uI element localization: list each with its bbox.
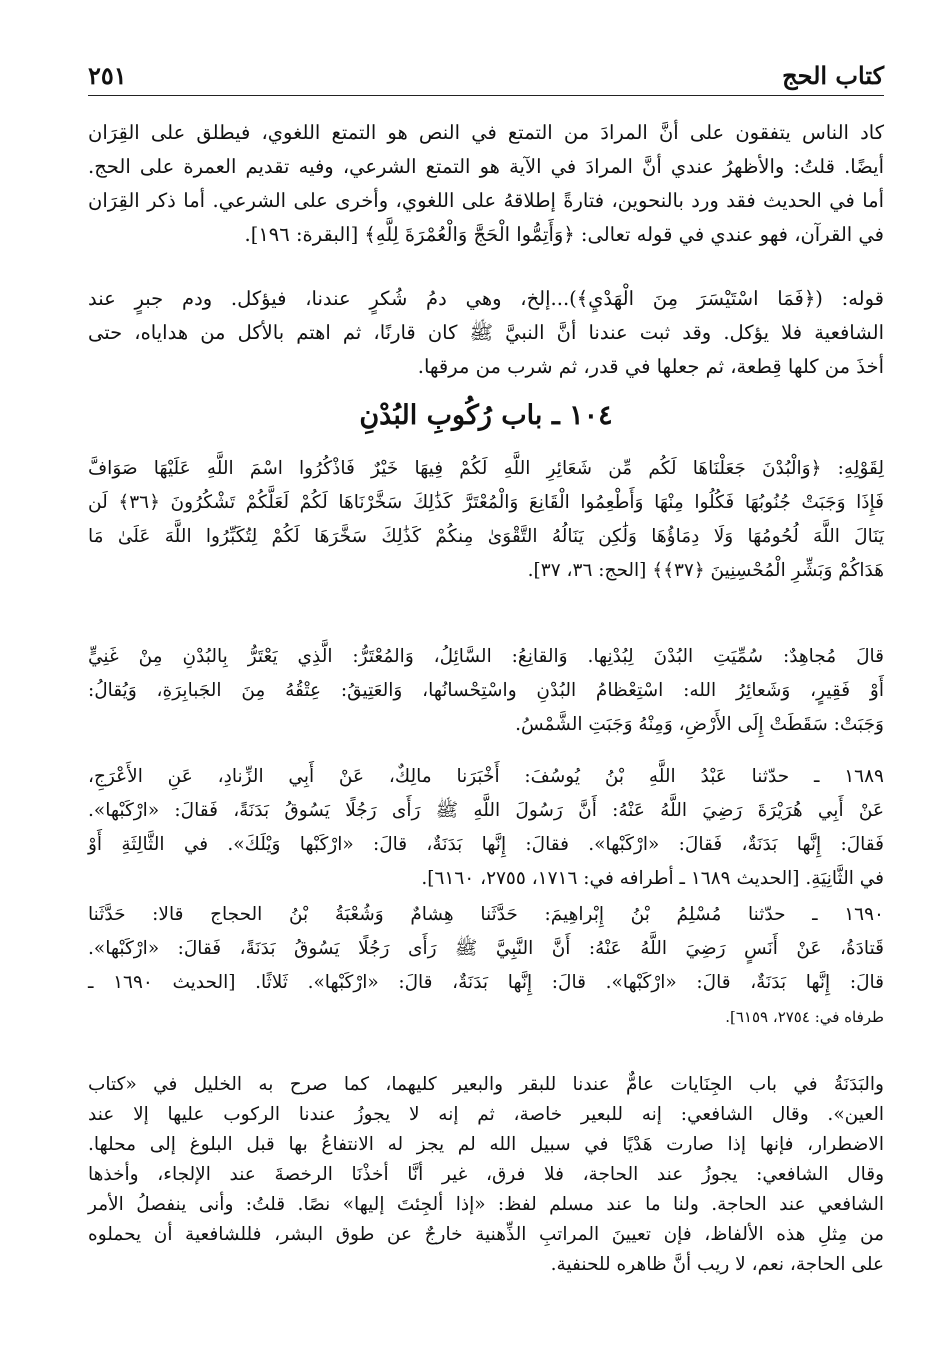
text-line: والبَدَنَةُ في باب الجِنَايات عامٌّ عندنا للبقر والبعير كليهما، كما صرح به الخليل في «كتاب	[88, 1074, 884, 1095]
text-line: من مِثلِ هذه الألفاظ، فإن تعيينَ المراتبِ الذِّهنية خارجٌ عن طوق البشر، فللشافعية أن يحملوه	[88, 1224, 884, 1245]
text-line: عَنْ أَبِي هُرَيْرَةَ رَضِيَ اللَّهُ عَنْهُ: أَنَّ رَسُولَ اللَّهِ ﷺ رَأَى رَجُلًا يَسُوقُ بَدَنَةً، فَقالَ: «ارْكَبْها».	[88, 800, 884, 821]
header-rule	[88, 95, 884, 96]
text-line: وَجَبَتْ: سَقَطَتْ إِلَى الأَرْضِ، وَمِنْهُ وَجَبَتِ الشَّمْسُ.	[515, 714, 884, 735]
text-line: ١٦٨٩ ـ حدّثنا عَبْدُ اللَّهِ بْنُ يُوسُفَ: أَخْبَرَنا مالِكٌ، عَنْ أَبِي الزِّنادِ، عَنِ الأَعْرَجِ،	[88, 766, 884, 787]
text-line: قوله: (﴿فَمَا اسْتَيْسَرَ مِنَ الْهَدْيِ﴾)...إلخ، وهي دمُ شُكرٍ عندنا، فيؤكل. ودم جبرٍ عند	[88, 287, 884, 310]
text-line: هَدَاكُمْ وَبَشِّرِ الْمُحْسِنِينَ ﴿٣٧﴾﴾ [الحج: ٣٦، ٣٧].	[527, 560, 884, 581]
text-line: قالَ: إِنَّها بَدَنَةٌ، قالَ: «ارْكَبْها». قالَ: إِنَّها بَدَنَةٌ، قالَ: «ارْكَبْها». ثَلاثًا. [الحديث ١٦٩٠ ـ	[88, 972, 884, 993]
chapter-heading: ١٠٤ ـ باب رُكُوبِ البُدْنِ	[359, 400, 613, 431]
text-line: لِقَوْلِهِ: ﴿وَالْبُدْنَ جَعَلْنَاهَا لَكُم مِّن شَعَائِرِ اللَّهِ لَكُمْ فِيهَا خَيْرٌ فَاذْكُرُوا اسْمَ اللَّهِ عَلَيْهَا صَوَافَّ	[88, 458, 884, 479]
text-line: الاضطرار، فإنها إذا صارت هَدْيًا في سبيل الله لم يجز له الانتفاعُ بها قبل البلوغ إلى محلها.	[88, 1134, 884, 1155]
text-line: أما في الحديث فقد ورد بالنحوين، فتارةً إطلاقهُ على اللغوي، وأخرى على الشرعي. أما ذكر القِرَان	[88, 189, 884, 212]
text-line: فَقالَ: إِنَّها بَدَنَةٌ، فَقالَ: «ارْكَبْها». فقالَ: إِنَّها بَدَنَةٌ، قالَ: «ارْكَبْها وَيْلَكَ». في الثَّالِثَةِ أَوْ	[88, 834, 884, 855]
page-number: ٢٥١	[88, 61, 127, 90]
text-line: يَنَالَ اللَّهَ لُحُومُهَا وَلَا دِمَاؤُهَا وَلَٰكِن يَنَالُهُ التَّقْوَىٰ مِنكُمْ كَذَٰلِكَ سَخَّرَهَا لَكُمْ لِتُكَبِّرُوا اللَّهَ عَلَىٰ مَا	[88, 526, 884, 547]
text-line: طرفاه في: ٢٧٥٤، ٦١٥٩].	[725, 1008, 884, 1026]
quran-verse-paragraph	[88, 452, 884, 588]
commentary-paragraph-2	[88, 282, 884, 384]
text-line: كاد الناس يتفقون على أنَّ المرادَ من التمتع في النص هو التمتع اللغوي، فيطلق على القِرَان	[88, 121, 884, 144]
text-line: قالَ مُجاهِدٌ: سُمِّيَتِ البُدْنَ لِبُدْنِها. وَالقانِعُ: السَّائِلُ، وَالمُعْتَرُّ: الَّذِي يَعْتَرُّ بِالبُدْنِ مِنْ غَنِيٍّ	[88, 646, 884, 667]
page-header	[88, 50, 884, 90]
hadith-1690	[88, 898, 884, 1034]
text-line: أَوْ فَقِيرٍ، وَشَعائِرُ الله: اسْتِعْظامُ البُدْنِ واسْتِحْسانُها، وَالعَتِيقُ: عِتْقُهُ مِنَ الجَبابِرَةِ، وَيُقالُ:	[88, 680, 884, 701]
text-line: فَإِذَا وَجَبَتْ جُنُوبُهَا فَكُلُوا مِنْهَا وَأَطْعِمُوا الْقَانِعَ وَالْمُعْتَرَّ كَذَٰلِكَ سَخَّرْنَاهَا لَكُمْ لَعَلَّكُمْ تَشْكُرُونَ ﴿٣٦﴾ لَن	[88, 492, 884, 513]
mujahid-paragraph	[88, 640, 884, 742]
text-line: في الثَّانِيَةِ. [الحديث ١٦٨٩ ـ أطرافه في: ١٧١٦، ٢٧٥٥، ٦١٦٠].	[421, 868, 884, 889]
commentary-paragraph-1	[88, 116, 884, 252]
text-line: أيضًا. قلتُ: والأظهرُ عندي أنَّ المرادَ في الآية هو التمتع الشرعي، وفيه تقديم العمرة على الحج.	[88, 155, 884, 178]
hadith-1689	[88, 760, 884, 896]
book-title: كتاب الحج	[782, 61, 884, 90]
text-line: على الحاجة، نعم، لا ريب أنَّ ظاهره للحنفية.	[550, 1254, 884, 1275]
text-line: قَتادَةُ، عَنْ أَنَسٍ رَضِيَ اللَّهُ عَنْهُ: أَنَّ النَّبِيَّ ﷺ رَأَى رَجُلًا يَسُوقُ بَدَنَةً، فَقالَ: «ارْكَبْها».	[88, 938, 884, 959]
text-line: ١٦٩٠ ـ حدّثنا مُسْلِمُ بْنُ إِبْراهِيمَ: حَدَّثَنا هِشامٌ وَشُعْبَةُ بْنُ الحجاج قالا: حَدَّثَنا	[88, 904, 884, 925]
text-line: العين». وقال الشافعي: إنه للبعير خاصة، ثم إنه لا يجوزُ عندنا الركوب عليها إلا عند	[88, 1104, 884, 1125]
text-line: الشافعية فلا يؤكل. وقد ثبت عندنا أنَّ النبيَّ ﷺ كان قارنًا، ثم اهتم بالأكل من هداياه، حتى	[88, 321, 884, 344]
text-line: وقال الشافعي: يجوزُ عند الحاجة، فلا فرق، غير أنَّا أخذْنَا الرخصةَ عند الإلجاء، وأخذها	[88, 1164, 884, 1185]
text-line: الشافعي عند الحاجة. ولنا ما عند مسلم لفظ: «إذا ألجِئتَ إليها» نصًا. قلتُ: وأنى ينفصلُ الأمر	[88, 1194, 884, 1215]
text-line: أخذَ من كلها قِطعة، ثم جعلها في قدر، ثم شرب من مرقها.	[417, 355, 884, 378]
text-line: في القرآن، فهو عندي في قوله تعالى: ﴿وَأَتِمُّوا الْحَجَّ وَالْعُمْرَةَ لِلَّهِ﴾ [البقرة: ١٩٦].	[244, 223, 884, 246]
